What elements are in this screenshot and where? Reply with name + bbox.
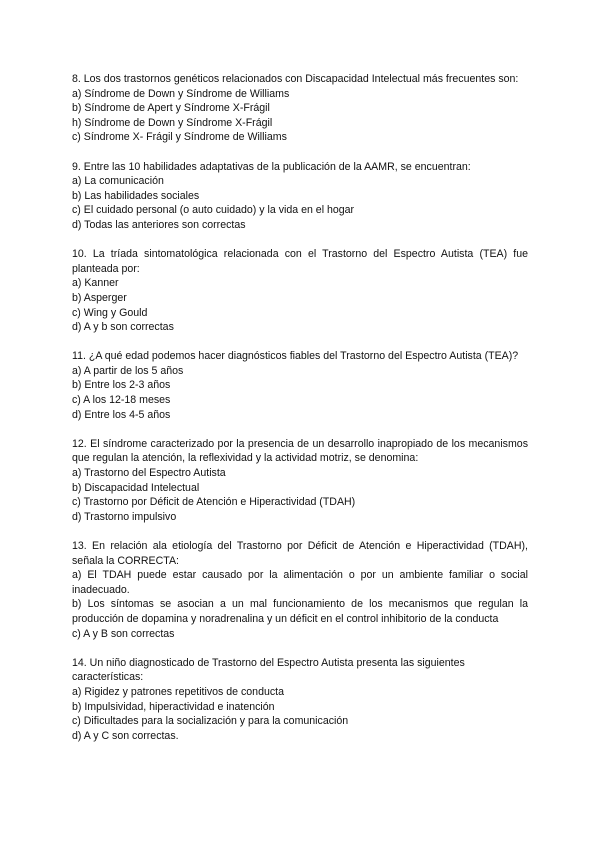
option-b: b) Los síntomas se asocian a un mal funcionamiento de los mecanismos que regulan la producción de dopamina y noradrenalina y un déficit en el control inhibitorio de la conducta (72, 598, 528, 625)
option-b: b) Discapacidad Intelectual (72, 481, 200, 494)
option-d: d) Trastorno impulsivo (72, 510, 177, 523)
question-13 (72, 539, 528, 641)
question-10 (72, 247, 528, 335)
question-9 (72, 160, 528, 233)
option-d: d) Todas las anteriores son correctas (72, 218, 246, 231)
option-a: a) La comunicación (72, 175, 164, 188)
option-c: c) Síndrome X- Frágil y Síndrome de Williams (72, 131, 287, 144)
option-c: c) Dificultades para la socialización y para la comunicación (72, 715, 349, 728)
question-12 (72, 437, 528, 525)
option-a: a) El TDAH puede estar causado por la alimentación o por un ambiente familiar o social inadecuado. (72, 569, 528, 596)
question-text: 13. En relación ala etiología del Trastorno por Déficit de Atención e Hiperactividad (TDAH), señala la CORRECTA: (72, 540, 528, 567)
option-c: c) A los 12-18 meses (72, 394, 171, 407)
option-b: b) Asperger (72, 291, 127, 304)
option-c: c) Trastorno por Déficit de Atención e Hiperactividad (TDAH) (72, 496, 356, 509)
question-14 (72, 656, 528, 744)
question-text: 9. Entre las 10 habilidades adaptativas de la publicación de la AAMR, se encuentran: (72, 160, 471, 173)
option-h: h) Síndrome de Down y Síndrome X-Frágil (72, 116, 273, 129)
option-a: a) Síndrome de Down y Síndrome de Williams (72, 87, 290, 100)
question-8 (72, 72, 528, 145)
option-a: a) Trastorno del Espectro Autista (72, 467, 226, 480)
option-d: d) A y b son correctas (72, 321, 174, 334)
option-d: d) A y C son correctas. (72, 729, 179, 742)
question-text: 8. Los dos trastornos genéticos relacionados con Discapacidad Intelectual más frecuentes son: (72, 73, 519, 85)
option-b: b) Síndrome de Apert y Síndrome X-Frágil (72, 102, 270, 115)
option-a: a) A partir de los 5 años (72, 364, 184, 377)
option-b: b) Impulsividad, hiperactividad e inatención (72, 700, 275, 713)
option-c: c) El cuidado personal (o auto cuidado) y la vida en el hogar (72, 204, 355, 217)
question-11 (72, 349, 528, 422)
option-c: c) A y B son correctas (72, 627, 175, 640)
option-a: a) Kanner (72, 277, 119, 290)
question-text: 10. La tríada sintomatológica relacionada con el Trastorno del Espectro Autista (TEA) fue planteada por: (72, 248, 528, 275)
document-page (72, 72, 528, 758)
option-c: c) Wing y Gould (72, 306, 148, 319)
option-a: a) Rigidez y patrones repetitivos de conducta (72, 685, 284, 698)
option-b: b) Entre los 2-3 años (72, 379, 171, 392)
question-text: 12. El síndrome caracterizado por la presencia de un desarrollo inapropiado de los mecanismos que regulan la atención, la reflexividad y la actividad motriz, se denomina: (72, 437, 528, 465)
question-text: 14. Un niño diagnosticado de Trastorno del Espectro Autista presenta las siguientes características: (72, 656, 465, 684)
question-text: 11. ¿A qué edad podemos hacer diagnósticos fiables del Trastorno del Espectro Autista (TEA)? (72, 350, 519, 363)
option-b: b) Las habilidades sociales (72, 189, 200, 202)
option-d: d) Entre los 4-5 años (72, 408, 171, 421)
